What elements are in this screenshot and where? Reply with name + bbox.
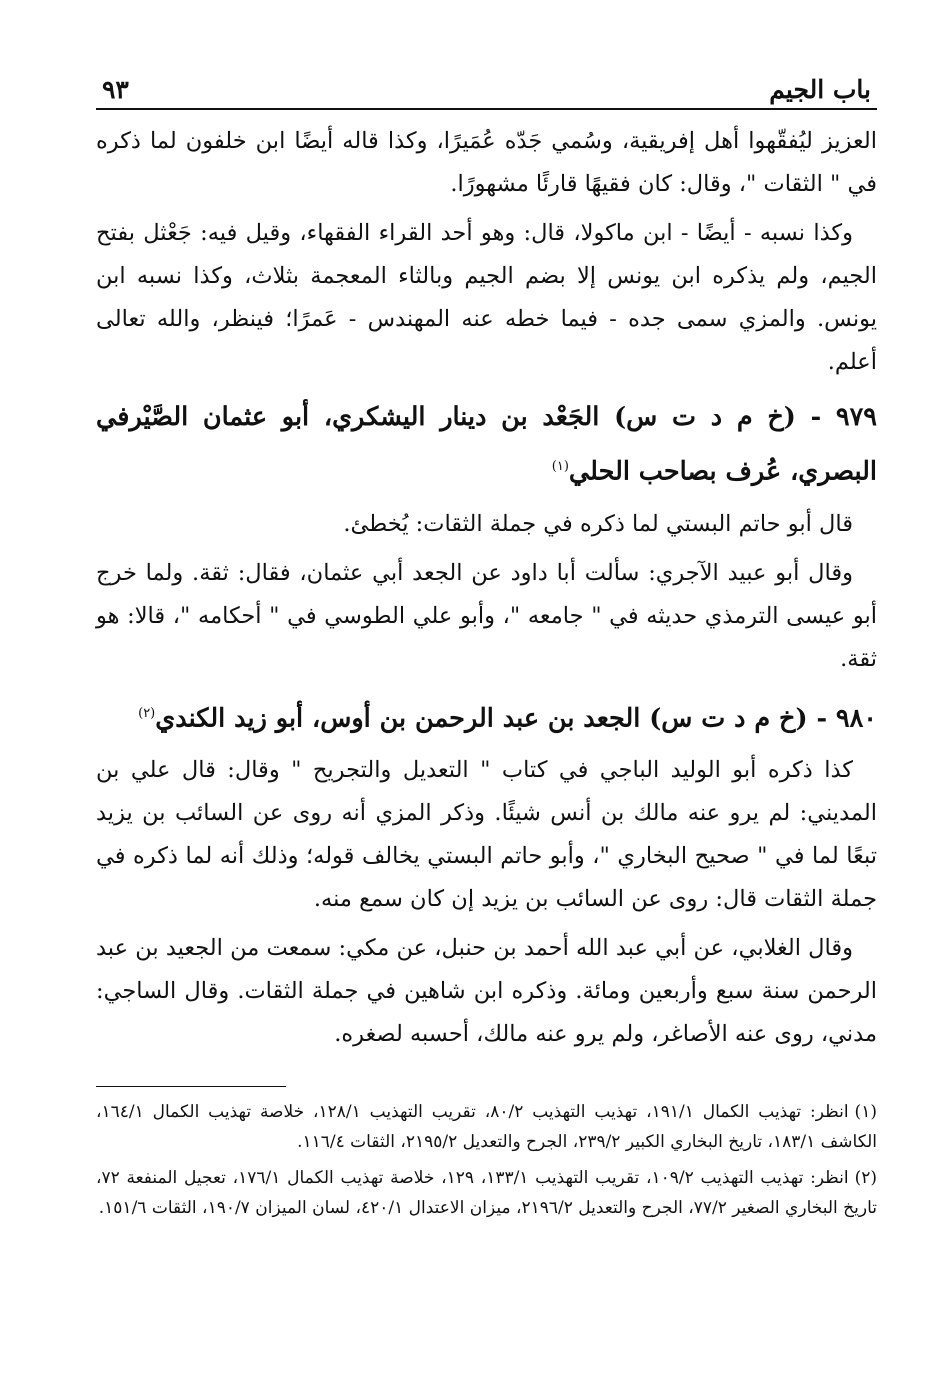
entry-980-heading [96, 689, 877, 744]
footnote-ref-1[interactable]: (١) [551, 459, 569, 474]
entry-979-heading [96, 392, 877, 497]
paragraph-4: وقال أبو عبيد الآجري: سألت أبا داود عن الجعد أبي عثمان، فقال: ثقة. ولما خرج أبو عيسى الترمذي حديثه في " جامعه "، وأبو علي الطوسي في " أحكامه "، قالا: هو ثقة. [96, 559, 877, 672]
page-number: ٩٣ [102, 75, 129, 104]
footnote-1-text: انظر: تهذيب الكمال ١٩١/١، تهذيب التهذيب ٨٠/٢، تقريب التهذيب ١٢٨/١، خلاصة تهذيب الكمال ١٦٤/١، الكاشف ١٨٣/١، تاريخ البخاري الكبير ٢٣٩/٢، الجرح والتعديل ٢١٩٥/٢، الثقات ١١٦/٤. [96, 1102, 877, 1152]
entry-980-title: ٩٨٠ - (خ م د ت س) الجعد بن عبد الرحمن بن أوس، أبو زيد الكندي [155, 703, 877, 733]
footnote-1 [96, 1097, 877, 1157]
footnote-2-number: (٢) [854, 1168, 877, 1188]
paragraph-5: كذا ذكره أبو الوليد الباجي في كتاب " التعديل والتجريح " وقال: قال علي بن المديني: لم يرو عنه مالك بن أنس شيئًا. وذكر المزي أنه روى عن السائب بن يزيد تبعًا لما في " صحيح البخاري "، وأبو حاتم البستي يخالف قوله؛ وذلك أنه لما ذكره في جملة الثقات قال: روى عن السائب بن يزيد إن كان سمع منه. [96, 757, 877, 912]
paragraph-1: العزيز ليُفقّهوا أهل إفريقية، وسُمي جَدّه عُمَيرًا، وكذا قاله أيضًا ابن خلفون لما ذكره في " الثقات "، وقال: كان فقيهًا قارئًا مشهورًا. [96, 128, 877, 197]
paragraph-2: وكذا نسبه - أيضًا - ابن ماكولا، قال: وهو أحد القراء الفقهاء، وقيل فيه: جَعْثل بفتح الجيم، ولم يذكره ابن يونس إلا بضم الجيم وبالثاء المعجمة بثلاث، وكذا نسبه ابن يونس. والمزي سمى جده - فيما خطه عنه المهندس - عَمرًا؛ فينظر، والله تعالى أعلم. [96, 220, 877, 375]
chapter-title: باب الجيم [769, 75, 871, 104]
entry-979-title: ٩٧٩ - (خ م د ت س) الجَعْد بن دينار اليشكري، أبو عثمان الصَّيْرفي البصري، عُرف بصاحب الحلي [96, 402, 877, 487]
footnote-ref-2[interactable]: (٢) [138, 705, 156, 721]
paragraph-6: وقال الغلابي، عن أبي عبد الله أحمد بن حنبل، عن مكي: سمعت من الجعيد بن عبد الرحمن سنة سبع وأربعين ومائة. وذكره ابن شاهين في جملة الثقات. وقال الساجي: مدني، روى عنه الأصاغر، ولم يرو عنه مالك، أحسبه لصغره. [96, 935, 877, 1047]
footnote-separator [96, 1086, 286, 1087]
footnote-2 [96, 1163, 877, 1223]
running-header [96, 56, 877, 110]
footnote-2-text: انظر: تهذيب التهذيب ١٠٩/٢، تقريب التهذيب ١٣٣/١، ١٢٩، خلاصة تهذيب الكمال ١٧٦/١، تعجيل المنفعة ٧٢، تاريخ البخاري الصغير ٧٧/٢، الجرح والتعديل ٢١٩٦/٢، ميزان الاعتدال ٤٢٠/١، لسان الميزان ١٩٠/٧، الثقات ١٥١/٦. [96, 1168, 877, 1218]
main-text [96, 110, 877, 1056]
footnotes [96, 1097, 877, 1223]
footnote-1-number: (١) [854, 1102, 877, 1122]
paragraph-3: قال أبو حاتم البستي لما ذكره في جملة الثقات: يُخطئ. [343, 510, 853, 537]
